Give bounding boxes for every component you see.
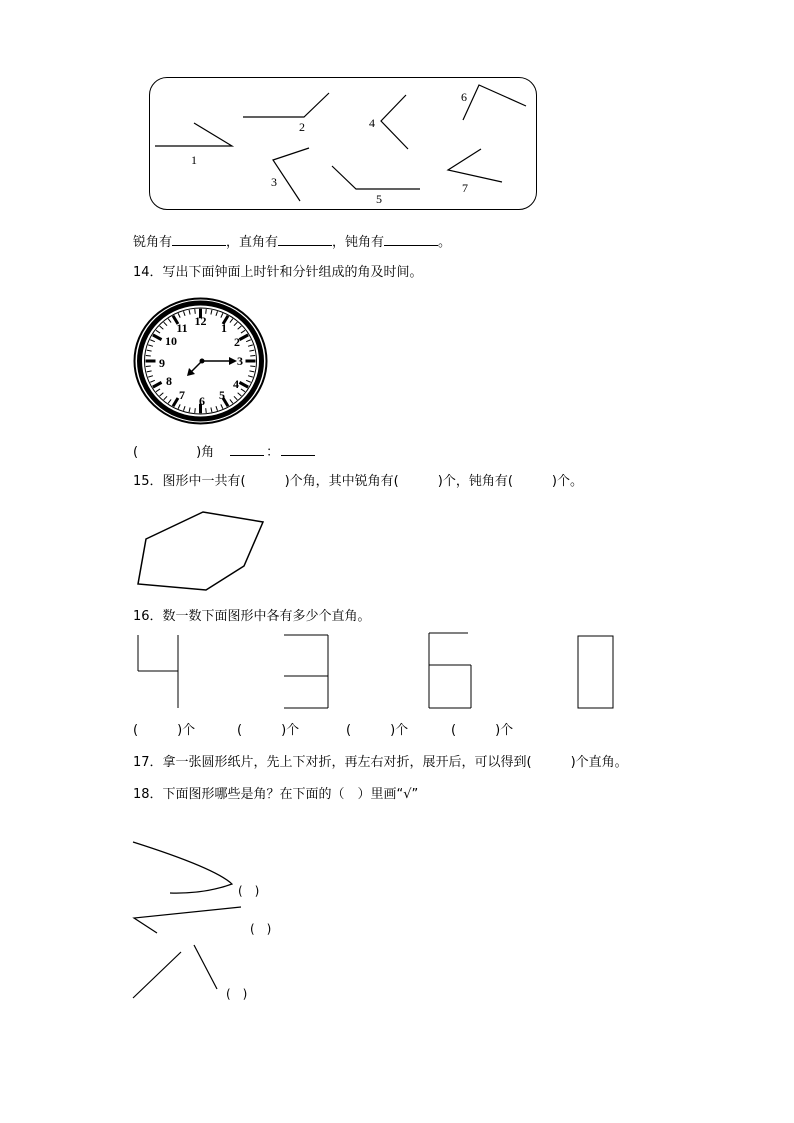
angle-label-7: 7 (462, 181, 468, 195)
right-label: ，直角有 (226, 235, 279, 250)
q16-answer-2: ( )个 (237, 723, 300, 738)
q16-answer-3: ( )个 (346, 723, 409, 738)
angle-label-5: 5 (376, 192, 382, 206)
acute-label: 锐角有 (133, 235, 173, 250)
angle-label-1: 1 (191, 153, 197, 167)
time-colon: ： (266, 445, 280, 460)
clock-number-3: 3 (237, 354, 243, 368)
q14-close: )角 (196, 445, 215, 460)
candidate-3 (133, 945, 217, 998)
candidate-1 (133, 842, 232, 893)
angle-label-2: 2 (299, 120, 305, 134)
clock-number-7: 7 (179, 388, 185, 402)
clock-number-11: 11 (176, 321, 188, 335)
q16-text: 16．数一数下面图形中各有多少个直角。 (133, 609, 371, 624)
q18-bracket-1[interactable]: ( ) (238, 884, 260, 898)
q15-text: 15．图形中一共有( )个角，其中锐角有( )个，钝角有( )个。 (133, 474, 583, 489)
q14-text: 14．写出下面钟面上时针和分针组成的角及时间。 (133, 265, 423, 280)
angle-label-3: 3 (271, 175, 277, 189)
clock-number-4: 4 (233, 377, 239, 391)
angle-label-4: 4 (369, 116, 375, 130)
angle-label-6: 6 (461, 90, 467, 104)
clock-number-2: 2 (234, 335, 240, 349)
q16-answer-1: ( )个 (133, 723, 196, 738)
q14-open: ( (133, 445, 139, 460)
q18-text: 18．下面图形哪些是角？在下面的（ ）里画“√” (133, 787, 419, 802)
clock-number-8: 8 (166, 374, 172, 388)
q18-bracket-2[interactable]: ( ) (250, 922, 272, 936)
q18-bracket-3[interactable]: ( ) (226, 987, 248, 1001)
clock-number-10: 10 (165, 334, 177, 348)
clock-number-1: 1 (221, 321, 227, 335)
clock-number-9: 9 (159, 356, 165, 370)
clock-number-6: 6 (199, 394, 205, 408)
q17-text: 17．拿一张圆形纸片，先上下对折，再左右对折，展开后，可以得到( )个直角。 (133, 755, 628, 770)
clock-number-5: 5 (219, 388, 225, 402)
candidate-2 (134, 907, 241, 933)
q13-end: 。 (438, 235, 452, 250)
q16-answer-4: ( )个 (451, 723, 514, 738)
obtuse-label: ，钝角有 (332, 235, 385, 250)
clock-number-12: 12 (194, 314, 207, 328)
